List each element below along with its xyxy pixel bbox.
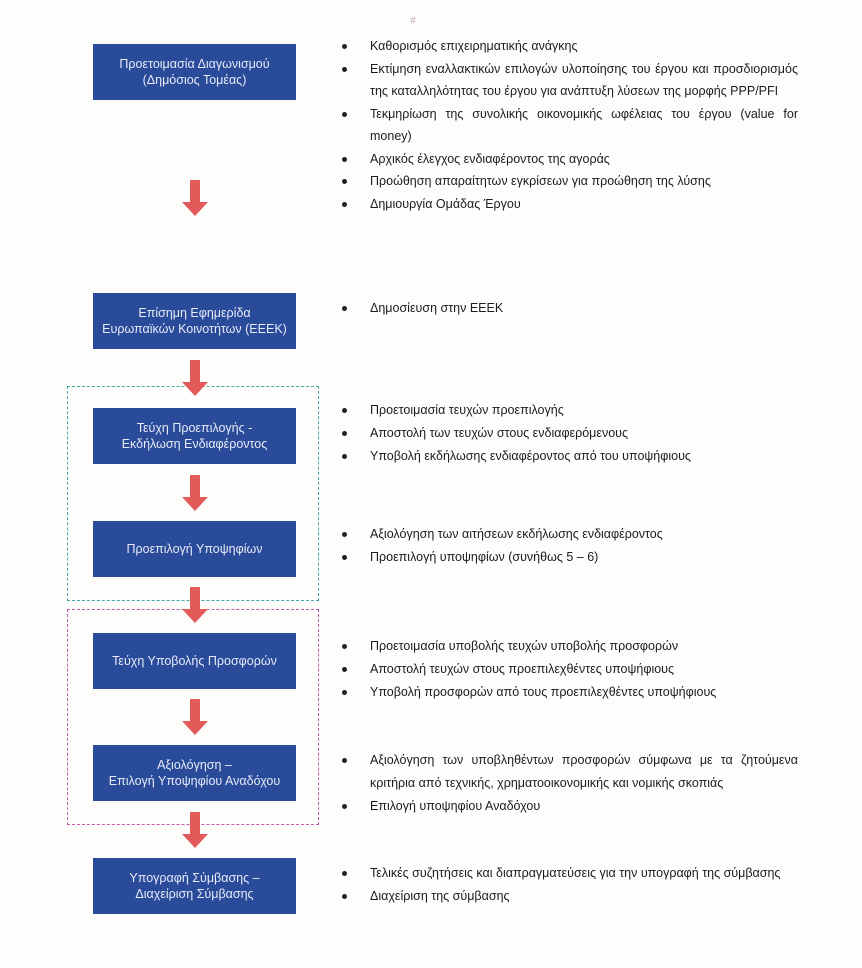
step-label-line: Διαχείριση Σύμβασης [135,887,254,901]
bullet-item: Δημοσίευση στην ΕΕΕΚ [340,297,798,320]
bullet-item: Προετοιμασία τευχών προεπιλογής [340,399,798,422]
bullet-list-evaluation-selection [340,749,798,818]
bullet-item: Αξιολόγηση των αιτήσεων εκδήλωσης ενδιαφέροντος [340,523,798,546]
bullet-item: Καθορισμός επιχειρηματικής ανάγκης [340,35,798,58]
step-box-tender-preparation [93,44,296,100]
bullet-item: Προώθηση απαραίτητων εγκρίσεων για προώθηση της λύσης [340,170,798,193]
scan-mark: ﹟ [407,12,420,26]
step-label-line: Προετοιμασία Διαγωνισμού [119,57,270,71]
step-box-prequalification-documents [93,408,296,464]
bullet-item: Προεπιλογή υποψηφίων (συνήθως 5 – 6) [340,546,798,569]
step-box-contract-signing [93,858,296,914]
flow-arrow-icon [182,180,208,216]
step-label-line: Τεύχη Προεπιλογής - [136,421,253,435]
step-label-line: Τεύχη Υποβολής Προσφορών [112,654,277,668]
step-label-line: Ευρωπαϊκών Κοινοτήτων (ΕΕΕΚ) [102,322,287,336]
flow-arrow-icon [182,699,208,735]
bullet-list-official-journal [340,297,798,320]
bullet-item: Αξιολόγηση των υποβληθέντων προσφορών σύμφωνα με τα ζητούμενα κριτήρια από τεχνικής, χρηματοοικονομικής και νομικής σκοπιάς [340,749,798,795]
bullet-list-contract-signing [340,862,798,908]
bullet-item: Εκτίμηση εναλλακτικών επιλογών υλοποίησης του έργου και προσδιορισμός της καταλληλότητας του έργου για ανάπτυξη λύσεων της μορφής PPP/PFI [340,58,798,103]
step-label-line: Επιλογή Υποψηφίου Αναδόχου [108,774,281,788]
step-label-line: Αξιολόγηση – [157,758,232,772]
bullet-item: Επιλογή υποψηφίου Αναδόχου [340,795,798,818]
step-label-line: Εκδήλωση Ενδιαφέροντος [121,437,268,451]
bullet-list-bid-documents [340,635,798,704]
bullet-list-tender-preparation [340,35,798,215]
bullet-item: Αποστολή των τευχών στους ενδιαφερόμενους [340,422,798,445]
step-box-bid-documents [93,633,296,689]
bullet-item: Τεκμηρίωση της συνολικής οικονομικής ωφέλειας του έργου (value for money) [340,103,798,148]
step-label-line: Επίσημη Εφημερίδα [138,306,251,320]
step-label-line: Προεπιλογή Υποψηφίων [126,542,263,556]
step-label-line: (Δημόσιος Τομέας) [142,73,247,87]
bullet-item: Τελικές συζητήσεις και διαπραγματεύσεις για την υπογραφή της σύμβασης [340,862,798,885]
flow-arrow-icon [182,475,208,511]
flow-arrow-icon [182,587,208,623]
bullet-item: Διαχείριση της σύμβασης [340,885,798,908]
bullet-item: Προετοιμασία υποβολής τευχών υποβολής προσφορών [340,635,798,658]
step-box-official-journal [93,293,296,349]
bullet-item: Υποβολή προσφορών από τους προεπιλεχθέντες υποψήφιους [340,681,798,704]
bullet-item: Αποστολή τευχών στους προεπιλεχθέντες υποψήφιους [340,658,798,681]
flow-arrow-icon [182,360,208,396]
flow-arrow-icon [182,812,208,848]
bullet-item: Δημιουργία Ομάδας Έργου [340,193,798,216]
step-box-candidate-prequalification [93,521,296,577]
bullet-list-candidate-prequalification [340,523,798,569]
bullet-item: Υποβολή εκδήλωσης ενδιαφέροντος από του υποψήφιους [340,445,798,468]
step-label-line: Υπογραφή Σύμβασης – [129,871,260,885]
bullet-item: Αρχικός έλεγχος ενδιαφέροντος της αγοράς [340,148,798,171]
bullet-list-prequalification-documents [340,399,798,468]
step-box-evaluation-selection [93,745,296,801]
